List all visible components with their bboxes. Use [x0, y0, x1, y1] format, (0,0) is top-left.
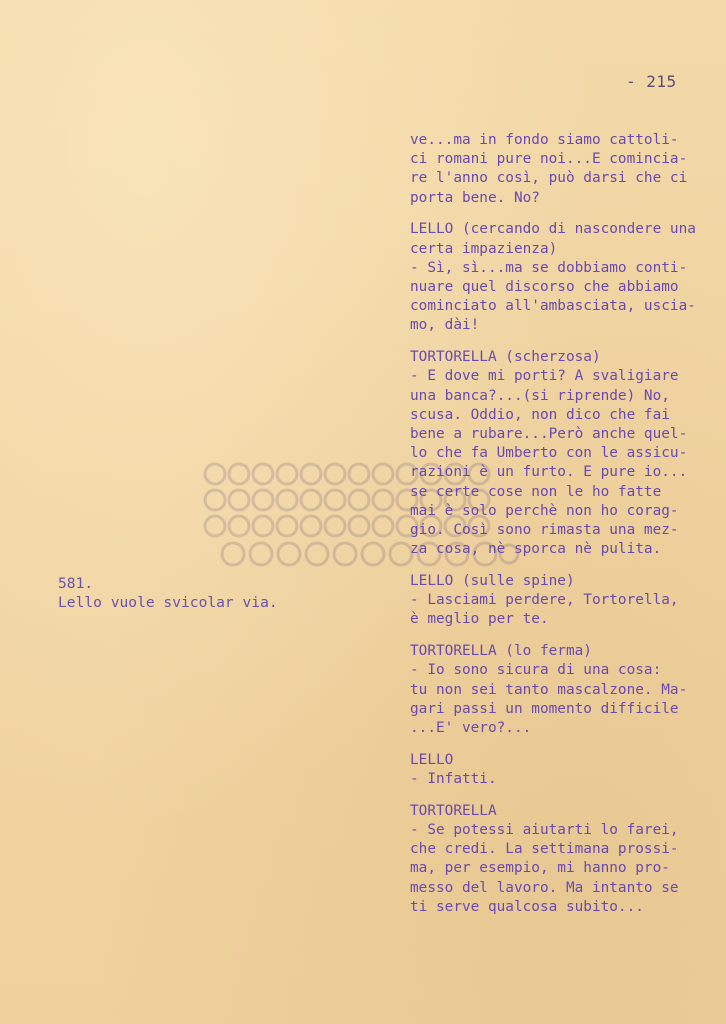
dialogue-block — [410, 802, 726, 917]
dialogue-line: - Lasciami perdere, Tortorella, — [410, 592, 679, 609]
speaker-line: TORTORELLA (lo ferma) — [410, 643, 592, 660]
dialogue-block — [410, 572, 726, 630]
dialogue-line: lo che fa Umberto con le assicu- — [410, 445, 688, 462]
dialogue-line: razioni è un furto. E pure io... — [410, 464, 688, 481]
dialogue-line: ve...ma in fondo siamo cattoli- — [410, 132, 679, 148]
dialogue-line: ma, per esempio, mi hanno pro- — [410, 860, 670, 877]
dialogue-line: bene a rubare...Però anche quel- — [410, 426, 688, 443]
dialogue-line: nuare quel discorso che abbiamo — [410, 279, 679, 296]
dialogue-line: ci romani pure noi...E comincia- — [410, 151, 688, 168]
dialogue-line: cominciato all'ambasciata, uscia- — [410, 298, 696, 315]
dialogue-line: tu non sei tanto mascalzone. Ma- — [410, 681, 688, 698]
dialogue-line: mo, dài! — [410, 317, 480, 334]
dialogue-line: è meglio per te. — [410, 611, 549, 628]
dialogue-line: una banca?...(si riprende) No, — [410, 387, 670, 404]
dialogue-line: certa impazienza) — [410, 240, 558, 257]
speaker-line: TORTORELLA — [410, 802, 497, 819]
dialogue-block — [410, 220, 726, 335]
dialogue-block — [410, 348, 726, 559]
dialogue-line: - Io sono sicura di una cosa: — [410, 662, 662, 679]
page-number: - 215 — [626, 72, 677, 91]
scene-action: Lello vuole svicolar via. — [58, 593, 278, 611]
dialogue-line: - Sì, sì...ma se dobbiamo conti- — [410, 259, 688, 276]
dialogue-block — [410, 131, 726, 208]
left-column — [58, 575, 378, 612]
speaker-line: TORTORELLA (scherzosa) — [410, 349, 601, 366]
dialogue-line: ti serve qualcosa subito... — [410, 898, 644, 915]
scene-number: 581. — [58, 575, 94, 592]
dialogue-block — [410, 751, 726, 789]
dialogue-line: re l'anno così, può darsi che ci — [410, 170, 688, 187]
dialogue-line: - E dove mi porti? A svaligiare — [410, 368, 679, 385]
dialogue-block — [410, 642, 726, 738]
dialogue-line: che credi. La settimana prossi- — [410, 841, 679, 858]
dialogue-line: porta bene. No? — [410, 189, 540, 206]
dialogue-line: messo del lavoro. Ma intanto se — [410, 879, 679, 896]
dialogue-line: gari passi un momento difficile — [410, 700, 679, 717]
dialogue-line: - Se potessi aiutarti lo farei, — [410, 822, 679, 839]
speaker-line: LELLO (cercando di nascondere una — [410, 221, 696, 238]
speaker-line: LELLO — [410, 751, 454, 768]
dialogue-line: scusa. Oddio, non dico che fai — [410, 406, 670, 423]
dialogue-line: se certe cose non le ho fatte — [410, 483, 662, 500]
speaker-line: LELLO (sulle spine) — [410, 573, 575, 590]
dialogue-line: - Infatti. — [410, 771, 497, 788]
dialogue-column — [410, 131, 726, 930]
dialogue-line: gio. Così sono rimasta una mez- — [410, 522, 679, 539]
dialogue-line: ...E' vero?... — [410, 720, 532, 737]
dialogue-line: mai è solo perchè non ho corag- — [410, 502, 679, 519]
dialogue-line: za cosa, nè sporca nè pulita. — [410, 541, 662, 558]
